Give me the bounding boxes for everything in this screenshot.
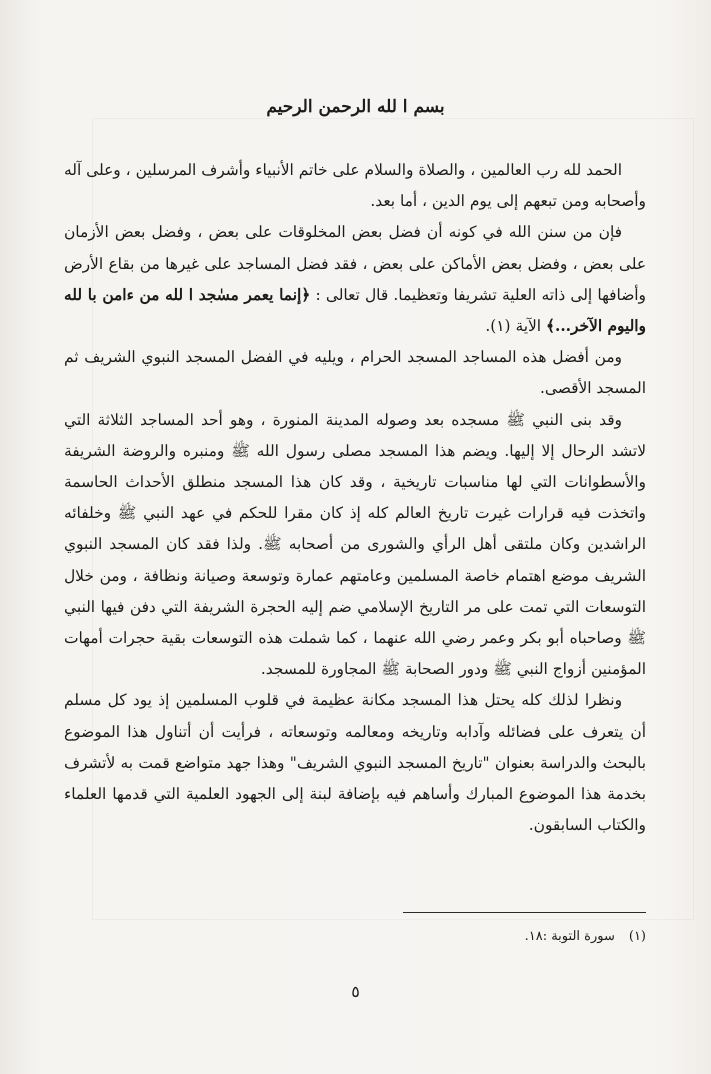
paragraph-5: ونظرا لذلك كله يحتل هذا المسجد مكانة عظيمة في قلوب المسلمين إذ يود كل مسلم أن يتعرف على فضائله وآدابه وتاريخه ومعالمه وتوسعاته ، فرأيت أن أتناول هذا الموضوع بالبحث والدراسة بعنوان "تاريخ المسجد النبوي الشريف" وهذا جهد متواضع قمت به لأتشرف بخدمة هذا الموضوع المبارك وأساهم فيه بإضافة لبنة إلى الجهود العلمية التي قدمها العلماء والكتاب السابقون. — [64, 691, 646, 835]
basmala-heading: بسم ا لله الرحمن الرحيم — [266, 97, 445, 117]
page-number: ٥ — [351, 982, 360, 1001]
footnote-number: (١) — [628, 929, 646, 944]
paragraph-3: ومن أفضل هذه المساجد المسجد الحرام ، ويليه في الفضل المسجد النبوي الشريف ثم المسجد الأقصى. — [64, 348, 646, 398]
paragraph-2 — [64, 217, 646, 342]
paragraph-4: وقد بنى النبي ﷺ مسجده بعد وصوله المدينة المنورة ، وهو أحد المساجد الثلاثة التي لاتشد الرحال إلا إليها. ويضم هذا المسجد مصلى رسول الله ﷺ ومنبره والروضة الشريفة والأسطوانات التي لها مناسبات تاريخية ، وقد كان هذا المسجد منطلق الأحداث الحاسمة واتخذت فيه قرارات غيرت تاريخ العالم كله إذ كان مقرا للحكم في عهد النبي ﷺ وخلفائه الراشدين وكان ملتقى أهل الرأي والشورى من أصحابه ﷺ. ولذا فقد كان المسجد النبوي الشريف موضع اهتمام خاصة المسلمين وعامتهم عمارة وتوسعة وصيانة ونظافة ، ومن خلال التوسعات التي تمت على مر التاريخ الإسلامي ضم إليه الحجرة الشريفة التي دفن فيها النبي ﷺ وصاحباه أبو بكر وعمر رضي الله عنهما ، كما شملت هذه التوسعات بقية حجرات أمهات المؤمنين أزواج النبي ﷺ ودور الصحابة ﷺ المجاورة للمسجد. — [64, 410, 646, 679]
footnote-divider — [403, 912, 646, 913]
paragraph-1: الحمد لله رب العالمين ، والصلاة والسلام على خاتم الأنبياء وأشرف المرسلين ، وعلى آله وأصحابه ومن تبعهم إلى يوم الدين ، أما بعد. — [64, 161, 646, 211]
body-text — [64, 155, 646, 841]
quran-quote: ﴿إنما يعمر مسٰجد ا لله من ءامن با لله واليوم الآخر...﴾ — [64, 285, 646, 336]
paragraph-2-text: فإن من سنن الله في كونه أن فضل بعض المخلوقات على بعض ، وفضل بعض الأزمان على بعض ، وفضل بعض الأماكن على بعض ، فقد فضل المساجد على غيرها من بقاع الأرض وأضافها إلى ذاته العلية تشريفا وتعظيما. قال تعالى : — [64, 223, 646, 304]
footnote — [64, 927, 646, 947]
footnote-text: سورة التوبة :١٨. — [524, 929, 615, 944]
quote-reference: الآية (١). — [485, 317, 542, 336]
